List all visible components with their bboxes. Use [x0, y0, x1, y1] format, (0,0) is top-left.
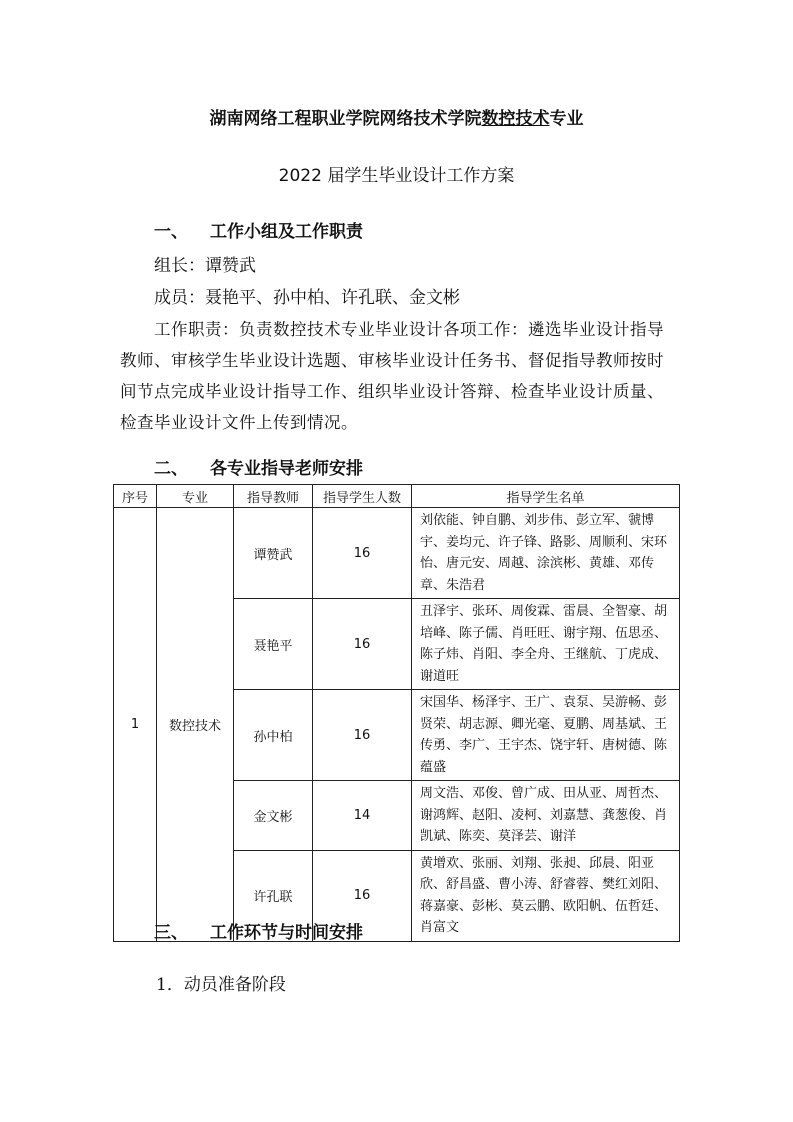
- names-cell: 宋国华、杨泽宇、王广、袁泵、吴游畅、彭贤荣、胡志源、卿光毫、夏鹏、周基斌、王传勇、李广、王宇杰、饶宇轩、唐树德、陈蕴盛: [412, 690, 680, 781]
- title-suffix: 专业: [549, 109, 584, 129]
- count-cell: 14: [313, 781, 412, 851]
- names-cell: 刘依能、钟自鹏、刘步伟、彭立军、虢博宇、姜均元、许子锋、路影、周顺利、宋环怡、唐元安、周越、涂滨彬、黄雄、邓传章、朱浩君: [412, 508, 680, 599]
- header-names: 指导学生名单: [412, 485, 680, 508]
- count-cell: 16: [313, 850, 412, 941]
- seq-cell: 1: [114, 508, 157, 942]
- leader-line: 组长：谭赞武: [154, 256, 256, 276]
- names-cell: 黄增欢、张丽、刘翔、张昶、邱晨、阳亚欣、舒昌盛、曹小涛、舒睿蓉、樊红刘阳、蒋嘉豪、彭彬、莫云鹏、欧阳帆、伍哲廷、肖富文: [412, 850, 680, 941]
- members-line: 成员：聂艳平、孙中柏、许孔联、金文彬: [154, 288, 460, 308]
- table-header-row: [114, 485, 680, 508]
- document-title: [0, 104, 793, 129]
- section2-heading: [154, 454, 363, 479]
- count-cell: 16: [313, 599, 412, 690]
- section1-heading: [154, 217, 363, 242]
- count-cell: 16: [313, 508, 412, 599]
- teacher-cell: 金文彬: [234, 781, 313, 851]
- header-seq: 序号: [114, 485, 157, 508]
- assignment-table: [113, 484, 680, 942]
- section1-number: 一、: [154, 222, 188, 242]
- duty-paragraph: 工作职责：负责数控技术专业毕业设计各项工作：遴选毕业设计指导教师、审核学生毕业设计选题、审核毕业设计任务书、督促指导教师按时间节点完成毕业设计指导工作、组织毕业设计答辩、检查毕业设计质量、检查毕业设计文件上传到情况。: [120, 320, 664, 432]
- teacher-cell: 谭赞武: [234, 508, 313, 599]
- names-cell: 丑泽宇、张环、周俊霖、雷晨、全智豪、胡培峰、陈子儒、肖旺旺、谢宇翔、伍思丞、陈子炜、肖阳、李全舟、王继航、丁虎成、谢道旺: [412, 599, 680, 690]
- teacher-cell: 孙中柏: [234, 690, 313, 781]
- section2-title: 各专业指导老师安排: [210, 459, 363, 479]
- teacher-cell: 许孔联: [234, 850, 313, 941]
- count-cell: 16: [313, 690, 412, 781]
- title-major: 数控技术: [481, 109, 550, 129]
- section1-title: 工作小组及工作职责: [210, 222, 363, 242]
- document-subtitle: 2022 届学生毕业设计工作方案: [278, 166, 515, 186]
- major-cell: 数控技术: [157, 508, 234, 942]
- table-row: [114, 508, 680, 599]
- section3-heading: [154, 918, 363, 943]
- header-count: 指导学生人数: [313, 485, 412, 508]
- teacher-cell: 聂艳平: [234, 599, 313, 690]
- header-major: 专业: [157, 485, 234, 508]
- names-cell: 周文浩、邓俊、曾广成、田从亚、周哲杰、谢鸿辉、赵阳、凌柯、刘嘉慧、龚葱俊、肖凯斌、陈奕、莫泽芸、谢洋: [412, 781, 680, 851]
- title-prefix: 湖南网络工程职业学院网络技术学院: [209, 109, 482, 129]
- section2-number: 二、: [154, 459, 188, 479]
- section3-title: 工作环节与时间安排: [210, 923, 363, 943]
- header-teacher: 指导教师: [234, 485, 313, 508]
- subsection-1-title: 1．动员准备阶段: [156, 975, 286, 995]
- section3-number: 三、: [154, 923, 188, 943]
